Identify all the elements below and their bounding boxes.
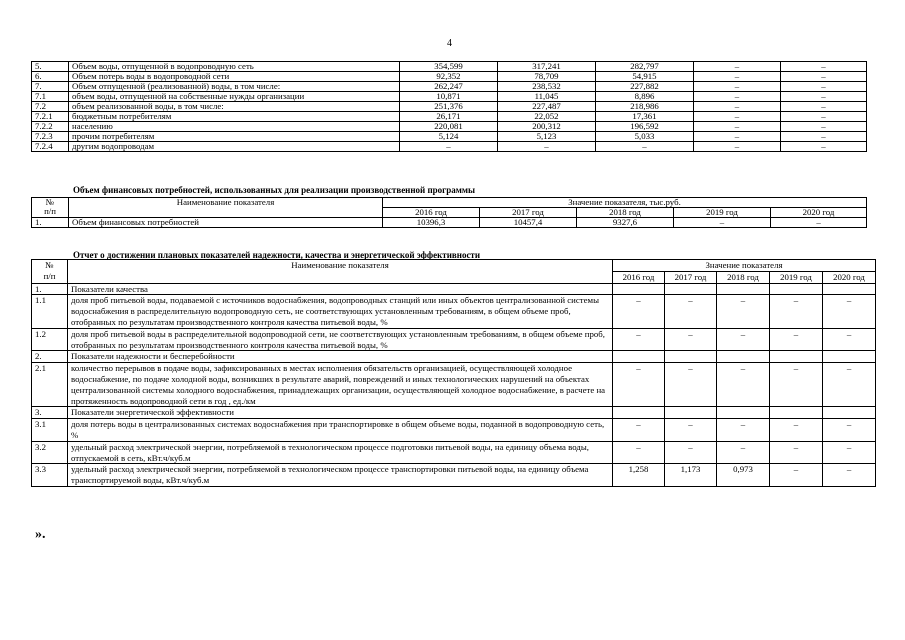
cell-value: – (781, 82, 867, 92)
cell-value: – (770, 419, 823, 442)
row-name: объем воды, отпущенной на собственные нужды организации (69, 92, 400, 102)
cell-value: – (665, 441, 717, 464)
cell-value: 9327,6 (577, 218, 674, 228)
header-value: Значение показателя, тыс.руб. (383, 198, 867, 208)
cell-value (665, 351, 717, 363)
row-name: Объем финансовых потребностей (69, 218, 383, 228)
cell-value: – (770, 441, 823, 464)
cell-value: 10396,3 (383, 218, 480, 228)
row-num: 7.1 (32, 92, 69, 102)
header-year: 2020 год (823, 271, 876, 283)
cell-value: – (694, 102, 781, 112)
header-year: 2016 год (383, 208, 480, 218)
row-num: 1. (32, 218, 69, 228)
cell-value (823, 407, 876, 419)
cell-value (823, 283, 876, 295)
table-row (32, 419, 876, 442)
row-num: 7.2.4 (32, 142, 69, 152)
header-num (32, 260, 68, 284)
cell-value: – (823, 363, 876, 407)
header-name: Наименование показателя (69, 198, 383, 218)
cell-value: 5,124 (400, 132, 498, 142)
cell-value: – (781, 112, 867, 122)
cell-value: – (717, 441, 770, 464)
cell-value: – (781, 72, 867, 82)
row-name: доля проб питьевой воды, подаваемой с источников водоснабжения, водопроводных станций или иных объектов централизованной системы водоснабжения в распределительную водопроводную сеть, не соответствующих установленным требованиям, в общем объеме проб, отобранных по результатам производственного контроля качества питьевой воды, % (68, 295, 613, 328)
cell-value: 17,361 (596, 112, 694, 122)
table-row (32, 72, 867, 82)
row-num: 6. (32, 72, 69, 82)
cell-value: 227,882 (596, 82, 694, 92)
cell-value: – (781, 62, 867, 72)
cell-value: – (717, 363, 770, 407)
row-num: 1.1 (32, 295, 68, 328)
header-year: 2018 год (577, 208, 674, 218)
cell-value: – (665, 363, 717, 407)
cell-value: 0,973 (717, 464, 770, 487)
cell-value (770, 283, 823, 295)
row-num: 5. (32, 62, 69, 72)
header-year: 2019 год (770, 271, 823, 283)
cell-value (823, 351, 876, 363)
section-row (32, 407, 876, 419)
row-num: 7.2.2 (32, 122, 69, 132)
cell-value: – (694, 112, 781, 122)
cell-value: – (781, 142, 867, 152)
row-num: 1.2 (32, 328, 68, 351)
cell-value: – (781, 92, 867, 102)
cell-value (613, 351, 665, 363)
cell-value: – (771, 218, 867, 228)
header-year: 2017 год (665, 271, 717, 283)
financial-needs-caption: Объем финансовых потребностей, использованных для реализации производственной программы (73, 185, 476, 195)
table-row (32, 82, 867, 92)
cell-value: – (717, 328, 770, 351)
header-year: 2020 год (771, 208, 867, 218)
cell-value: 5,033 (596, 132, 694, 142)
row-name: другим водопроводам (69, 142, 400, 152)
cell-value: – (596, 142, 694, 152)
table-row (32, 92, 867, 102)
row-num: 7.2 (32, 102, 69, 112)
cell-value: – (694, 62, 781, 72)
header-num (32, 198, 69, 218)
cell-value: – (694, 72, 781, 82)
water-volume-table (31, 61, 867, 152)
table-row (32, 218, 867, 228)
header-year: 2016 год (613, 271, 665, 283)
row-num: 3.3 (32, 464, 68, 487)
header-year: 2019 год (674, 208, 771, 218)
cell-value: – (770, 363, 823, 407)
table-row (32, 441, 876, 464)
cell-value: – (613, 419, 665, 442)
cell-value: – (823, 419, 876, 442)
section-title: Показатели энергетической эффективности (68, 407, 613, 419)
row-name: удельный расход электрической энергии, потребляемой в технологическом процессе подготовки питьевой воды, на единицу объема воды, отпускаемой в сеть, кВт.ч/куб.м (68, 441, 613, 464)
closing-quote: ». (35, 527, 46, 542)
row-num: 3.1 (32, 419, 68, 442)
cell-value: – (717, 295, 770, 328)
cell-value: – (674, 218, 771, 228)
row-num: 3. (32, 407, 68, 419)
row-num: 7.2.1 (32, 112, 69, 122)
cell-value: – (823, 295, 876, 328)
table-row (32, 328, 876, 351)
cell-value (717, 283, 770, 295)
row-num: 2.1 (32, 363, 68, 407)
row-num: 3.2 (32, 441, 68, 464)
header-value: Значение показателя (613, 260, 876, 272)
cell-value (717, 407, 770, 419)
cell-value: 8,896 (596, 92, 694, 102)
cell-value: – (613, 441, 665, 464)
row-name: количество перерывов в подаче воды, зафиксированных в местах исполнения обязательств организацией, осуществляющей холодное водоснабжение, по подаче холодной воды, возникших в результате аварий, повреждений и иных технологических нарушений на объектах централизованной системы холодного водоснабжения, принадлежащих организации, осуществляющей холодное водоснабжение, в расчете на протяженность водопроводной сети в год , ед./км (68, 363, 613, 407)
row-name: прочим потребителям (69, 132, 400, 142)
table-row (32, 464, 876, 487)
cell-value: 251,376 (400, 102, 498, 112)
cell-value: 10457,4 (480, 218, 577, 228)
cell-value (717, 351, 770, 363)
cell-value: – (665, 419, 717, 442)
cell-value: – (613, 295, 665, 328)
cell-value: – (694, 132, 781, 142)
header-num-text: № п/п (44, 197, 56, 216)
cell-value: 220,081 (400, 122, 498, 132)
cell-value: 22,052 (498, 112, 596, 122)
cell-value: – (770, 328, 823, 351)
table-row (32, 142, 867, 152)
header-year: 2018 год (717, 271, 770, 283)
cell-value (665, 283, 717, 295)
cell-value: – (781, 132, 867, 142)
table-row (32, 295, 876, 328)
indicators-caption: Отчет о достижении плановых показателей надежности, качества и энергетической эффективности (73, 250, 481, 260)
cell-value: 262,247 (400, 82, 498, 92)
cell-value: – (694, 82, 781, 92)
cell-value: – (694, 92, 781, 102)
cell-value: – (823, 328, 876, 351)
header-name: Наименование показателя (68, 260, 613, 284)
cell-value: – (717, 419, 770, 442)
cell-value (613, 283, 665, 295)
table-row (32, 132, 867, 142)
cell-value: – (823, 464, 876, 487)
cell-value: – (770, 464, 823, 487)
cell-value: 26,171 (400, 112, 498, 122)
header-year: 2017 год (480, 208, 577, 218)
cell-value: – (694, 142, 781, 152)
cell-value: 200,312 (498, 122, 596, 132)
cell-value: – (498, 142, 596, 152)
cell-value: – (613, 328, 665, 351)
cell-value: 218,986 (596, 102, 694, 112)
cell-value: – (770, 295, 823, 328)
cell-value: 227,487 (498, 102, 596, 112)
cell-value: 92,352 (400, 72, 498, 82)
cell-value: – (665, 295, 717, 328)
row-name: доля потерь воды в централизованных системах водоснабжения при транспортировке в общем объеме воды, поданной в водопроводную сеть, % (68, 419, 613, 442)
cell-value: 282,797 (596, 62, 694, 72)
row-name: доля проб питьевой воды в распределительной водопроводной сети, не соответствующих установленным требованиям, в общем объеме проб, отобранных по результатам производственного контроля качества питьевой воды, % (68, 328, 613, 351)
cell-value: 5,123 (498, 132, 596, 142)
cell-value (770, 407, 823, 419)
financial-needs-table (31, 197, 867, 228)
cell-value: – (400, 142, 498, 152)
cell-value: 196,592 (596, 122, 694, 132)
indicators-table (31, 259, 876, 487)
row-name: Объем отпущенной (реализованной) воды, в том числе: (69, 82, 400, 92)
cell-value: – (694, 122, 781, 132)
section-row (32, 351, 876, 363)
table-row (32, 112, 867, 122)
row-num: 2. (32, 351, 68, 363)
table-row (32, 122, 867, 132)
section-row (32, 283, 876, 295)
cell-value: 78,709 (498, 72, 596, 82)
cell-value: – (823, 441, 876, 464)
cell-value: – (781, 102, 867, 112)
page-number: 4 (447, 38, 452, 49)
table-row (32, 102, 867, 112)
row-name: населению (69, 122, 400, 132)
row-num: 7. (32, 82, 69, 92)
section-title: Показатели надежности и бесперебойности (68, 351, 613, 363)
row-name: бюджетным потребителям (69, 112, 400, 122)
row-name: Объем потерь воды в водопроводной сети (69, 72, 400, 82)
cell-value: – (781, 122, 867, 132)
cell-value: 317,241 (498, 62, 596, 72)
row-num: 1. (32, 283, 68, 295)
table-row (32, 363, 876, 407)
cell-value: 238,532 (498, 82, 596, 92)
cell-value: 10,871 (400, 92, 498, 102)
table-row (32, 62, 867, 72)
cell-value: 1,258 (613, 464, 665, 487)
cell-value: 54,915 (596, 72, 694, 82)
row-num: 7.2.3 (32, 132, 69, 142)
cell-value: 354,599 (400, 62, 498, 72)
cell-value: 11,045 (498, 92, 596, 102)
row-name: объем реализованной воды, в том числе: (69, 102, 400, 112)
cell-value: – (613, 363, 665, 407)
section-title: Показатели качества (68, 283, 613, 295)
cell-value (665, 407, 717, 419)
cell-value: 1,173 (665, 464, 717, 487)
row-name: удельный расход электрической энергии, потребляемой в технологическом процессе транспортировки питьевой воды, на единицу объема транспортируемой воды, кВт.ч/куб.м (68, 464, 613, 487)
row-name: Объем воды, отпущенной в водопроводную сеть (69, 62, 400, 72)
cell-value (770, 351, 823, 363)
cell-value (613, 407, 665, 419)
header-num-text: № п/п (43, 260, 56, 281)
cell-value: – (665, 328, 717, 351)
